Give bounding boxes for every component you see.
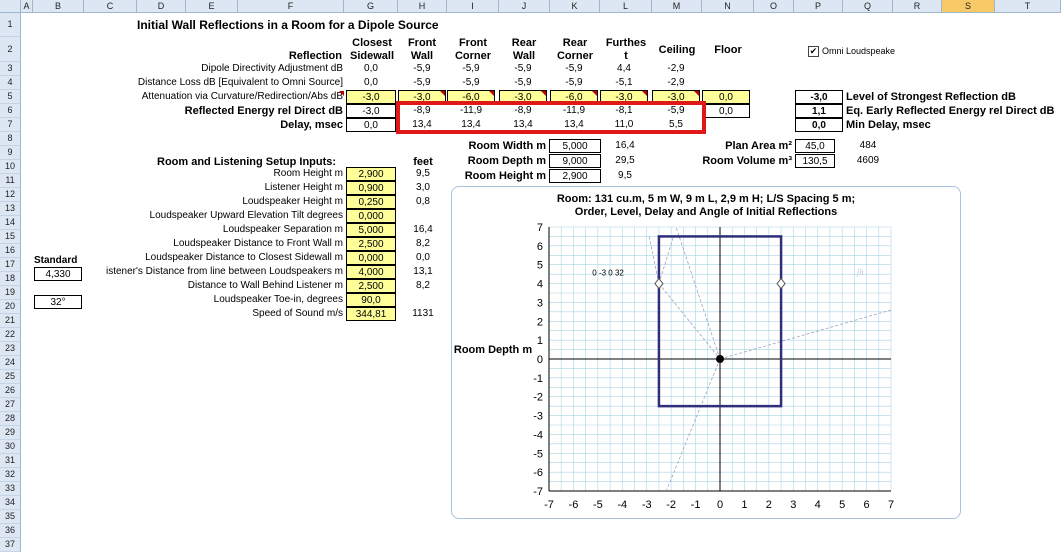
row-header-21[interactable]: 21 (0, 314, 21, 328)
listener-marker (716, 355, 724, 363)
y-tick-label: 4 (536, 278, 543, 291)
x-tick-label: -4 (617, 499, 628, 511)
plan-area-value[interactable]: 45,0 (795, 139, 835, 153)
room-width-value[interactable]: 5,000 (549, 139, 601, 153)
loudspeaker-marker (655, 279, 663, 289)
min-delay-value[interactable]: 0,0 (795, 118, 843, 132)
strongest-value[interactable]: -3,0 (795, 90, 843, 104)
y-tick-label: -1 (533, 372, 543, 385)
comment-indicator (694, 91, 699, 96)
setup-input-10[interactable]: 344,81 (346, 307, 396, 321)
setup-feet-8: 8,2 (416, 280, 430, 291)
col-closest-header: Closest Sidewall (349, 37, 395, 62)
cell-r3-5[interactable]: 4,4 (617, 63, 631, 74)
row-header-36[interactable]: 36 (0, 524, 21, 538)
setup-input-4[interactable]: 5,000 (346, 223, 396, 237)
cell-r5-4[interactable]: -6,0 (550, 90, 598, 104)
cell-r6-3[interactable]: -8,9 (514, 105, 532, 116)
cell-r5-0[interactable]: -3,0 (346, 90, 396, 104)
column-header-c[interactable]: C (84, 0, 137, 13)
cell-r4-6[interactable]: -2,9 (667, 77, 685, 88)
cell-r3-2[interactable]: -5,9 (462, 63, 480, 74)
row-header-28[interactable]: 28 (0, 412, 21, 426)
row-header-29[interactable]: 29 (0, 426, 21, 440)
standard-label: Standard (34, 255, 78, 266)
setup-feet-7: 13,1 (413, 266, 433, 277)
row-header-9[interactable]: 9 (0, 146, 21, 160)
row-header-32[interactable]: 32 (0, 468, 21, 482)
chart-subtitle: Order, Level, Delay and Angle of Initial Reflections (574, 206, 838, 218)
column-header-s[interactable]: S (942, 0, 995, 13)
feet-header: feet (413, 156, 433, 168)
y-tick-label: -4 (533, 429, 543, 442)
x-tick-label: -7 (544, 499, 554, 511)
column-header-q[interactable]: Q (843, 0, 893, 13)
x-tick-label: 3 (790, 499, 797, 511)
setup-label-4: Loudspeaker Separation m (222, 224, 343, 235)
highlight-box (396, 101, 706, 134)
y-tick-label: 3 (536, 297, 543, 310)
cell-r6-6[interactable]: -5,9 (667, 105, 685, 116)
x-tick-label: 5 (839, 499, 846, 511)
x-tick-label: -5 (592, 499, 603, 511)
cell-r3-3[interactable]: -5,9 (514, 63, 532, 74)
setup-label-7: istener's Distance from line between Loudspeakers m (105, 266, 343, 277)
col-floor-header: Floor (714, 44, 742, 56)
row-header-23[interactable]: 23 (0, 342, 21, 356)
row-header-22[interactable]: 22 (0, 328, 21, 342)
cell-r7-6[interactable]: 5,5 (669, 119, 683, 130)
column-header-b[interactable]: B (33, 0, 84, 13)
comment-indicator (489, 91, 494, 96)
sheet-title: Initial Wall Reflections in a Room for a Dipole Source (137, 18, 439, 32)
plan-area-ft: 484 (859, 140, 877, 151)
reflection-chart (451, 186, 961, 519)
cell-r6-4[interactable]: -11,9 (562, 105, 586, 116)
column-header-e[interactable]: E (186, 0, 238, 13)
comment-indicator (339, 91, 344, 96)
strongest-label: Level of Strongest Reflection dB (846, 91, 1016, 103)
column-header-j[interactable]: J (499, 0, 550, 13)
setup-label-3: Loudspeaker Upward Elevation Tilt degrees (149, 210, 343, 221)
min-delay-label: Min Delay, msec (846, 119, 931, 131)
setup-label-6: Loudspeaker Distance to Closest Sidewall m (145, 252, 343, 263)
plan-area-label: Plan Area m² (725, 140, 792, 152)
room-width-ft: 16,4 (615, 140, 635, 151)
cell-r3-1[interactable]: -5,9 (413, 63, 431, 74)
cell-r6-7[interactable]: 0,0 (702, 104, 750, 118)
cell-r4-1[interactable]: -5,9 (413, 77, 431, 88)
x-tick-label: 6 (863, 499, 870, 511)
cell-r7-3[interactable]: 13,4 (513, 119, 533, 130)
row-header-13[interactable]: 13 (0, 202, 21, 216)
y-tick-label: -6 (533, 467, 543, 480)
standard-value-distance[interactable]: 4,330 (34, 267, 82, 281)
x-tick-label: -1 (690, 499, 701, 511)
column-header-i[interactable]: I (447, 0, 499, 13)
column-header-l[interactable]: L (600, 0, 652, 13)
row-header-25[interactable]: 25 (0, 370, 21, 384)
cell-r7-0[interactable]: 0,0 (346, 118, 396, 132)
cell-r5-7[interactable]: 0,0 (702, 90, 750, 104)
comment-indicator (642, 91, 647, 96)
cell-r4-4[interactable]: -5,9 (565, 77, 583, 88)
x-tick-label: 4 (814, 499, 821, 511)
column-header-t[interactable]: T (995, 0, 1061, 13)
y-tick-label: 6 (536, 240, 543, 253)
row-header-2[interactable]: 2 (0, 37, 21, 62)
y-tick-label: 2 (536, 316, 543, 329)
cell-r5-3[interactable]: -3,0 (499, 90, 547, 104)
col-front-corner-header: Front Corner (454, 37, 492, 62)
setup-input-6[interactable]: 0,000 (346, 251, 396, 265)
column-header-h[interactable]: H (398, 0, 447, 13)
row-header-30[interactable]: 30 (0, 440, 21, 454)
chart-title: Room: 131 cu.m, 5 m W, 9 m L, 2,9 m H; L/S Spacing 5 m; (556, 193, 856, 205)
setup-input-9[interactable]: 90,0 (346, 293, 396, 307)
row-header-27[interactable]: 27 (0, 398, 21, 412)
row-label-r6: Reflected Energy rel Direct dB (184, 105, 343, 117)
row-header-31[interactable]: 31 (0, 454, 21, 468)
setup-input-1[interactable]: 0,900 (346, 181, 396, 195)
y-tick-label: 7 (536, 222, 543, 234)
comment-indicator (592, 91, 597, 96)
room-depth-label: Room Depth m (467, 155, 546, 167)
setup-label-5: Loudspeaker Distance to Front Wall m (173, 238, 343, 249)
setup-feet-5: 8,2 (416, 238, 430, 249)
row-header-35[interactable]: 35 (0, 510, 21, 524)
row-header-7[interactable]: 7 (0, 118, 21, 132)
col-ceiling-header: Ceiling (658, 44, 696, 56)
setup-feet-10: 1131 (412, 308, 434, 319)
column-header-m[interactable]: M (652, 0, 702, 13)
chart-ylabel: Room Depth m (453, 344, 533, 356)
row-label-r5: Attenuation via Curvature/Redirection/Abs dB (141, 91, 343, 102)
cell-r6-1[interactable]: -8,9 (413, 105, 431, 116)
room-width-label: Room Width m (468, 140, 546, 152)
column-header-g[interactable]: G (344, 0, 398, 13)
setup-heading: Room and Listening Setup Inputs: (157, 156, 337, 168)
setup-feet-1: 3,0 (416, 182, 430, 193)
row-header-19[interactable]: 19 (0, 286, 21, 300)
setup-feet-4: 16,4 (413, 224, 433, 235)
row-header-10[interactable]: 10 (0, 160, 21, 174)
standard-value-angle[interactable]: 32° (34, 295, 82, 309)
cell-r3-0[interactable]: 0,0 (364, 63, 378, 74)
col-furthest-header: Furthes t (605, 37, 647, 62)
y-tick-label: -2 (533, 391, 543, 404)
row-header-34[interactable]: 34 (0, 496, 21, 510)
setup-input-7[interactable]: 4,000 (346, 265, 396, 279)
row-header-24[interactable]: 24 (0, 356, 21, 370)
column-header-k[interactable]: K (550, 0, 600, 13)
cell-r7-1[interactable]: 13,4 (412, 119, 432, 130)
setup-input-5[interactable]: 2,500 (346, 237, 396, 251)
cell-r6-0[interactable]: -3,0 (346, 104, 396, 118)
room-depth-value[interactable]: 9,000 (549, 154, 601, 168)
cell-r5-5[interactable]: -3,0 (600, 90, 648, 104)
cell-r4-5[interactable]: -5,1 (615, 77, 633, 88)
setup-input-8[interactable]: 2,500 (346, 279, 396, 293)
room-height-value[interactable]: 2,900 (549, 169, 601, 183)
x-tick-label: 7 (887, 499, 895, 511)
setup-label-10: Speed of Sound m/s (252, 308, 343, 319)
setup-label-9: Loudspeaker Toe-in, degrees (213, 294, 343, 305)
cell-r4-0[interactable]: 0,0 (364, 77, 378, 88)
cell-r3-6[interactable]: -2,9 (667, 63, 685, 74)
cell-r4-2[interactable]: -5,9 (462, 77, 480, 88)
col-front-wall-header: Front Wall (407, 37, 437, 62)
row-header-5[interactable]: 5 (0, 90, 21, 104)
room-height-label: Room Height m (464, 170, 546, 182)
y-tick-label: 1 (536, 335, 543, 348)
row-header-17[interactable]: 17 (0, 258, 21, 272)
cell-r5-1[interactable]: -3,0 (398, 90, 446, 104)
column-header-n[interactable]: N (702, 0, 754, 13)
setup-input-0[interactable]: 2,900 (346, 167, 396, 181)
room-depth-ft: 29,5 (615, 155, 635, 166)
x-tick-label: -6 (568, 499, 579, 511)
reflection-ray (649, 236, 659, 283)
column-header-o[interactable]: O (754, 0, 794, 13)
column-header-f[interactable]: F (238, 0, 344, 13)
x-tick-label: 0 (716, 499, 724, 511)
setup-label-0: Room Height m (273, 168, 343, 179)
cell-r6-2[interactable]: -11,9 (459, 105, 483, 116)
row-header-6[interactable]: 6 (0, 104, 21, 118)
reflection-annotation: 0 -3 0 32 (592, 268, 624, 278)
column-header-d[interactable]: D (137, 0, 186, 13)
room-volume-value[interactable]: 130,5 (795, 154, 835, 168)
cell-r4-3[interactable]: -5,9 (514, 77, 532, 88)
row-header-16[interactable]: 16 (0, 244, 21, 258)
row-header-12[interactable]: 12 (0, 188, 21, 202)
column-header-r[interactable]: R (893, 0, 942, 13)
comment-indicator (541, 91, 546, 96)
cell-r3-4[interactable]: -5,9 (565, 63, 583, 74)
loudspeaker-marker (777, 279, 785, 289)
cell-r5-2[interactable]: -6,0 (447, 90, 495, 104)
setup-feet-2: 0,8 (416, 196, 430, 207)
omni-label: Omni Loudspeake (822, 46, 896, 56)
y-tick-label: 5 (536, 259, 543, 272)
comment-indicator (440, 91, 445, 96)
row-header-20[interactable]: 20 (0, 300, 21, 314)
reflection-header: Reflection (288, 50, 342, 62)
row-header-4[interactable]: 4 (0, 76, 21, 90)
cell-r7-5[interactable]: 11,0 (614, 119, 634, 130)
y-tick-label: -5 (533, 448, 543, 461)
eq-early-value[interactable]: 1,1 (795, 104, 843, 118)
setup-label-8: Distance to Wall Behind Listener m (187, 280, 343, 291)
setup-label-1: Listener Height m (264, 182, 343, 193)
row-header-37[interactable]: 37 (0, 538, 21, 552)
col-rear-wall-header: Rear Wall (511, 37, 537, 62)
watermark-logo: jh (856, 267, 864, 278)
cell-r6-5[interactable]: -8,1 (615, 105, 633, 116)
row-header-8[interactable]: 8 (0, 132, 21, 146)
cell-r5-6[interactable]: -3,0 (652, 90, 700, 104)
col-rear-corner-header: Rear Corner (556, 37, 594, 62)
y-tick-label: -7 (533, 486, 543, 498)
x-tick-label: -2 (666, 499, 677, 511)
x-tick-label: 1 (741, 499, 748, 511)
y-tick-label: 0 (536, 354, 543, 366)
y-tick-label: -3 (533, 410, 543, 423)
x-tick-label: -3 (641, 499, 652, 511)
room-volume-label: Room Volume m³ (702, 155, 792, 167)
room-height-ft: 9,5 (618, 170, 632, 181)
room-volume-ft: 4609 (856, 155, 880, 166)
row-header-1[interactable]: 1 (0, 13, 21, 37)
setup-input-3[interactable]: 0,000 (346, 209, 396, 223)
row-header-33[interactable]: 33 (0, 482, 21, 496)
row-header-14[interactable]: 14 (0, 216, 21, 230)
cell-r7-2[interactable]: 13,4 (461, 119, 481, 130)
column-header-p[interactable]: P (794, 0, 843, 13)
row-header-11[interactable]: 11 (0, 174, 21, 188)
setup-feet-6: 0,0 (416, 252, 430, 263)
select-all-corner[interactable] (0, 0, 21, 13)
setup-label-2: Loudspeaker Height m (242, 196, 343, 207)
setup-feet-0: 9,5 (416, 168, 430, 179)
row-header-18[interactable]: 18 (0, 272, 21, 286)
row-label-r3: Dipole Directivity Adjustment dB (201, 63, 343, 74)
row-header-26[interactable]: 26 (0, 384, 21, 398)
eq-early-label: Eq. Early Reflected Energy rel Direct dB (846, 105, 1055, 117)
omni-checkbox[interactable]: ✔ (809, 46, 818, 56)
cell-r7-4[interactable]: 13,4 (564, 119, 584, 130)
column-header-a[interactable]: A (21, 0, 33, 13)
row-header-3[interactable]: 3 (0, 62, 21, 76)
x-tick-label: 2 (765, 499, 772, 511)
row-label-r7: Delay, msec (280, 119, 343, 131)
row-header-15[interactable]: 15 (0, 230, 21, 244)
row-label-r4: Distance Loss dB [Equivalent to Omni Source] (137, 77, 343, 88)
setup-input-2[interactable]: 0,250 (346, 195, 396, 209)
